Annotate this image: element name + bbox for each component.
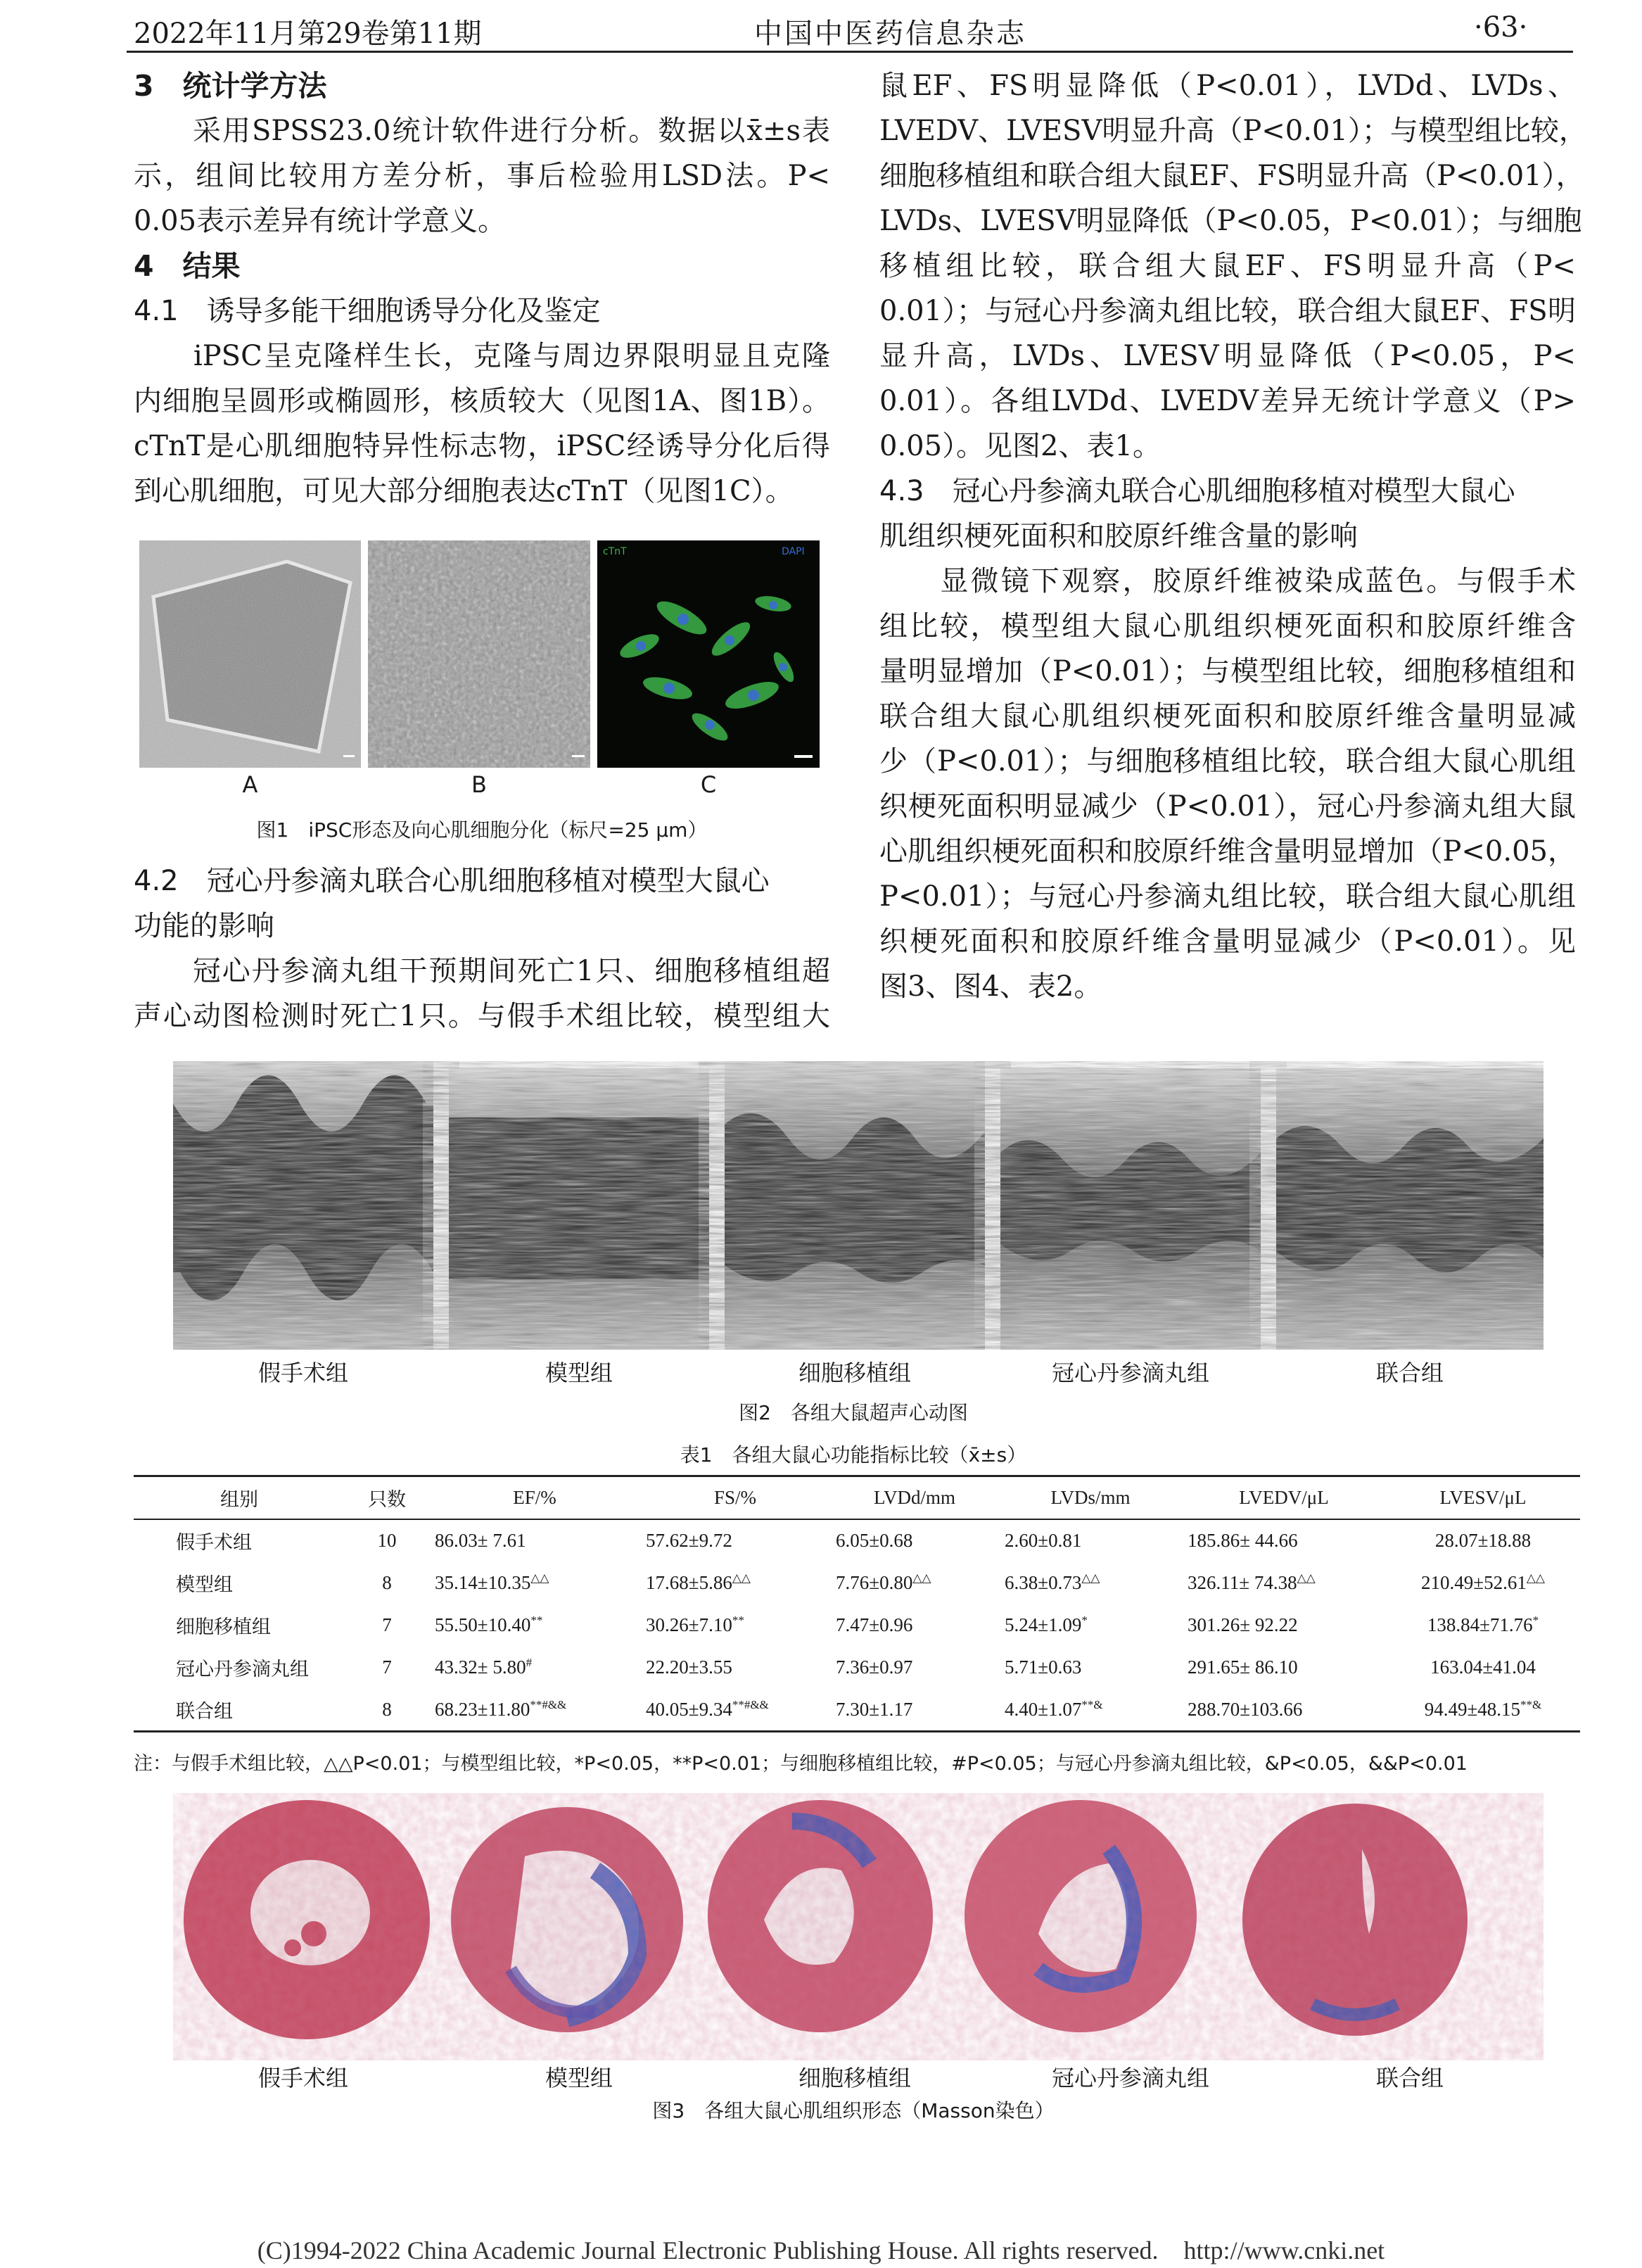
table-cell-value: 8 bbox=[382, 1571, 392, 1593]
fig1-panel-label-b: B bbox=[471, 771, 487, 798]
table1-header-cell: FS/% bbox=[640, 1477, 830, 1519]
table1 bbox=[134, 1475, 1580, 1732]
section-4-2-heading-cont: 功能的影响 bbox=[134, 910, 274, 942]
table-cell-value: 联合组 bbox=[176, 1700, 233, 1722]
table-cell-value: 7.47±0.96 bbox=[836, 1614, 913, 1635]
table-row bbox=[134, 1519, 1580, 1561]
paragraph-line: 图3、图4、表2。 bbox=[879, 970, 1102, 1003]
table-row bbox=[134, 1688, 1580, 1730]
significance-marker: **#&& bbox=[732, 1697, 769, 1711]
paragraph-line: 显微镜下观察，胶原纤维被染成蓝色。与假手术 bbox=[879, 565, 1576, 597]
table-cell-value: 22.20±3.55 bbox=[646, 1656, 732, 1678]
significance-marker: △△ bbox=[1081, 1571, 1100, 1585]
left-column-lower bbox=[134, 859, 830, 1039]
fig1-caption: 图1 iPSC形态及向心肌细胞分化（标尺=25 μm） bbox=[256, 818, 708, 842]
fig3-caption: 图3 各组大鼠心肌组织形态（Masson染色） bbox=[652, 2099, 1055, 2122]
significance-marker: **& bbox=[1081, 1697, 1103, 1711]
significance-marker: △△ bbox=[1297, 1571, 1316, 1585]
copyright-footer: (C)1994-2022 China Academic Journal Electronic Publishing House. All rights reserved. http://www.cnki.net bbox=[257, 2236, 1385, 2264]
fig1-panel-label-a: A bbox=[242, 771, 258, 798]
significance-marker: △△ bbox=[732, 1571, 751, 1585]
paragraph-line: cTnT是心肌细胞特异性标志物，iPSC经诱导分化后得 bbox=[134, 430, 830, 462]
header-issue: 2022年11月第29卷第11期 bbox=[134, 18, 482, 50]
echo-sham bbox=[173, 1061, 433, 1350]
running-header bbox=[0, 7, 1642, 55]
paragraph-line: 鼠EF、FS明显降低（P<0.01），LVDd、LVDs、 bbox=[879, 70, 1576, 102]
table-cell-fs bbox=[640, 1646, 830, 1688]
section-3-heading: 3 统计学方法 bbox=[134, 69, 327, 103]
table-cell-value: 55.50±10.40 bbox=[435, 1614, 531, 1635]
table-cell-value: 7 bbox=[382, 1614, 392, 1635]
table-cell-lvds bbox=[999, 1604, 1182, 1646]
paragraph-line: 0.05表示差异有统计学意义。 bbox=[134, 205, 507, 237]
fig2-caption: 图2 各组大鼠超声心动图 bbox=[739, 1401, 968, 1424]
paragraph-line: 量明显增加（P<0.01）；与模型组比较，细胞移植组和 bbox=[879, 655, 1576, 688]
table-cell-value: 291.65± 86.10 bbox=[1188, 1656, 1298, 1678]
table1-note: 注：与假手术组比较，△△P<0.01；与模型组比较，*P<0.05，**P<0.01；与细胞移植组比较，#P<0.05；与冠心丹参滴丸组比较，&P<0.05，&&P<0.01 bbox=[134, 1753, 1468, 1775]
table-cell-value: 210.49±52.61 bbox=[1421, 1571, 1527, 1593]
significance-marker: ** bbox=[530, 1613, 543, 1627]
table-cell-value: 7.30±1.17 bbox=[836, 1698, 913, 1720]
paragraph-line: 组比较，模型组大鼠心肌组织梗死面积和胶原纤维含 bbox=[879, 610, 1576, 642]
table-cell-value: 8 bbox=[382, 1698, 392, 1720]
table-cell-group bbox=[134, 1519, 345, 1561]
table-cell-lvesv bbox=[1386, 1561, 1580, 1604]
table-cell-fs bbox=[640, 1561, 830, 1604]
table-cell-lvedv bbox=[1182, 1519, 1386, 1561]
table-cell-lvedv bbox=[1182, 1561, 1386, 1604]
table1-header-cell: LVDd/mm bbox=[830, 1477, 999, 1519]
paragraph-line: 0.05）。见图2、表1。 bbox=[879, 430, 1161, 462]
section-4-2-heading: 4.2 冠心丹参滴丸联合心肌细胞移植对模型大鼠心 bbox=[134, 865, 770, 897]
table-cell-ef bbox=[429, 1561, 640, 1604]
header-rule bbox=[127, 51, 1573, 53]
table1-title: 表1 各组大鼠心功能指标比较（x̄±s） bbox=[680, 1443, 1027, 1466]
table-cell-value: 6.05±0.68 bbox=[836, 1530, 913, 1551]
significance-marker: △△ bbox=[1526, 1571, 1545, 1585]
table-cell-ef bbox=[429, 1688, 640, 1730]
header-page-number: ·63· bbox=[1474, 11, 1528, 44]
table1-header-cell: 组别 bbox=[134, 1477, 345, 1519]
table-cell-value: 模型组 bbox=[176, 1573, 233, 1595]
echo-combined bbox=[1276, 1068, 1544, 1350]
table-cell-lvds bbox=[999, 1646, 1182, 1688]
paragraph-line: LVDs、LVESV明显降低（P<0.05，P<0.01）；与细胞 bbox=[879, 205, 1582, 237]
significance-marker: △△ bbox=[912, 1571, 931, 1585]
table-cell-ef bbox=[429, 1604, 640, 1646]
paragraph-line: 织梗死面积明显减少（P<0.01），冠心丹参滴丸组大鼠 bbox=[879, 790, 1576, 823]
fig1-panel-a-colony-image bbox=[139, 540, 361, 768]
table-cell-n bbox=[345, 1519, 429, 1561]
section-4-3-heading-cont: 肌组织梗死面积和胶原纤维含量的影响 bbox=[879, 520, 1358, 552]
fig1-panel-label-c: C bbox=[700, 771, 717, 798]
paragraph-line: 声心动图检测时死亡1只。与假手术组比较，模型组大 bbox=[134, 1000, 830, 1032]
table-cell-lvedv bbox=[1182, 1688, 1386, 1730]
fig2-label-sham: 假手术组 bbox=[257, 1360, 348, 1386]
paragraph-line: 少（P<0.01）；与细胞移植组比较，联合组大鼠心肌组 bbox=[879, 745, 1576, 778]
table-cell-ef bbox=[429, 1519, 640, 1561]
table1-header-row bbox=[134, 1477, 1580, 1519]
paragraph-line: iPSC呈克隆样生长，克隆与周边界限明显且克隆 bbox=[134, 340, 830, 372]
paragraph-line: 内细胞呈圆形或椭圆形，核质较大（见图1A、图1B）。 bbox=[134, 385, 830, 417]
fig3-label-model: 模型组 bbox=[545, 2065, 613, 2091]
table-row bbox=[134, 1604, 1580, 1646]
significance-marker: # bbox=[526, 1655, 533, 1669]
paragraph-line: 细胞移植组和联合组大鼠EF、FS明显升高（P<0.01）， bbox=[879, 160, 1584, 192]
section-4-3-heading: 4.3 冠心丹参滴丸联合心肌细胞移植对模型大鼠心 bbox=[879, 475, 1515, 507]
table-cell-lvds bbox=[999, 1561, 1182, 1604]
paragraph-line: 移植组比较，联合组大鼠EF、FS明显升高（P< bbox=[879, 250, 1576, 282]
paragraph-line: 0.01）。各组LVDd、LVEDV差异无统计学意义（P> bbox=[879, 385, 1576, 417]
fig2-label-guanxin: 冠心丹参滴丸组 bbox=[1051, 1360, 1209, 1386]
header-journal: 中国中医药信息杂志 bbox=[754, 18, 1026, 50]
table-cell-value: 6.38±0.73 bbox=[1005, 1571, 1082, 1593]
table-cell-group bbox=[134, 1604, 345, 1646]
paragraph-line: 到心肌细胞，可见大部分细胞表达cTnT（见图1C）。 bbox=[134, 475, 794, 507]
table-cell-value: 5.71±0.63 bbox=[1005, 1656, 1082, 1678]
table-cell-value: 冠心丹参滴丸组 bbox=[176, 1658, 309, 1680]
significance-marker: ** bbox=[732, 1613, 744, 1627]
table-cell-value: 7.76±0.80 bbox=[836, 1571, 913, 1593]
table-cell-fs bbox=[640, 1688, 830, 1730]
table-cell-value: 5.24±1.09 bbox=[1005, 1614, 1082, 1635]
table-row bbox=[134, 1646, 1580, 1688]
paragraph-line: 冠心丹参滴丸组干预期间死亡1只、细胞移植组超 bbox=[134, 955, 830, 987]
significance-marker: △△ bbox=[530, 1571, 549, 1585]
table1-header-cell: 只数 bbox=[345, 1477, 429, 1519]
table-cell-lvdd bbox=[830, 1519, 999, 1561]
fig1-panel-c-immunofluorescence-image bbox=[597, 540, 820, 768]
table-cell-value: 30.26±7.10 bbox=[646, 1614, 732, 1635]
paragraph-line: P<0.01）；与冠心丹参滴丸组比较，联合组大鼠心肌组 bbox=[879, 880, 1576, 913]
paragraph-line: 联合组大鼠心肌组织梗死面积和胶原纤维含量明显减 bbox=[879, 700, 1576, 733]
table-cell-value: 138.84±71.76 bbox=[1427, 1614, 1533, 1635]
left-column bbox=[134, 63, 830, 514]
table-cell-lvdd bbox=[830, 1646, 999, 1688]
table1-header-cell: LVDs/mm bbox=[999, 1477, 1182, 1519]
fig2-label-model: 模型组 bbox=[545, 1360, 613, 1386]
fig1-panel-b-colony-detail-image bbox=[368, 540, 590, 768]
paragraph-line: 示，组间比较用方差分析，事后检验用LSD法。P< bbox=[134, 160, 830, 192]
table-row bbox=[134, 1561, 1580, 1604]
table-cell-n bbox=[345, 1604, 429, 1646]
table-cell-value: 35.14±10.35 bbox=[435, 1571, 531, 1593]
significance-marker: * bbox=[1532, 1613, 1539, 1627]
table-cell-value: 7.36±0.97 bbox=[836, 1656, 913, 1678]
significance-marker: **#&& bbox=[530, 1697, 567, 1711]
table-cell-value: 假手术组 bbox=[176, 1532, 252, 1553]
fig3-masson-panels bbox=[173, 1793, 1544, 2060]
table-cell-lvedv bbox=[1182, 1646, 1386, 1688]
fig3-label-sham: 假手术组 bbox=[257, 2065, 348, 2091]
table-cell-value: 68.23±11.80 bbox=[435, 1698, 530, 1720]
echo-cell-transplant bbox=[725, 1061, 985, 1350]
fig3-label-guanxin: 冠心丹参滴丸组 bbox=[1051, 2065, 1209, 2091]
table-cell-lvesv bbox=[1386, 1688, 1580, 1730]
fig3-label-cell-transplant: 细胞移植组 bbox=[798, 2065, 911, 2091]
fig2-label-cell-transplant: 细胞移植组 bbox=[798, 1360, 911, 1386]
table-cell-value: 10 bbox=[377, 1530, 397, 1551]
table1-header-cell: EF/% bbox=[429, 1477, 640, 1519]
significance-marker: * bbox=[1081, 1613, 1088, 1627]
table-cell-value: 57.62±9.72 bbox=[646, 1530, 732, 1551]
table-cell-fs bbox=[640, 1604, 830, 1646]
section-4-heading: 4 结果 bbox=[134, 249, 241, 283]
table-cell-value: 17.68±5.86 bbox=[646, 1571, 732, 1593]
table-cell-lvesv bbox=[1386, 1519, 1580, 1561]
table-cell-group bbox=[134, 1646, 345, 1688]
paragraph-line: 采用SPSS23.0统计软件进行分析。数据以x̄±s表 bbox=[134, 115, 830, 147]
significance-marker: **& bbox=[1520, 1697, 1542, 1711]
table-cell-lvesv bbox=[1386, 1646, 1580, 1688]
paragraph-line: 显升高，LVDs、LVESV明显降低（P<0.05，P< bbox=[879, 340, 1576, 372]
section-4-1-heading: 4.1 诱导多能干细胞诱导分化及鉴定 bbox=[134, 295, 601, 327]
table-cell-value: 86.03± 7.61 bbox=[435, 1530, 526, 1551]
paragraph-line: 心肌组织梗死面积和胶原纤维含量明显增加（P<0.05， bbox=[879, 835, 1576, 868]
table-cell-fs bbox=[640, 1519, 830, 1561]
fig2-label-combined: 联合组 bbox=[1375, 1360, 1444, 1386]
table-cell-group bbox=[134, 1688, 345, 1730]
table-cell-value: 94.49±48.15 bbox=[1424, 1698, 1521, 1720]
table-cell-lvdd bbox=[830, 1688, 999, 1730]
table1-header-cell: LVESV/μL bbox=[1386, 1477, 1580, 1519]
table1-header-cell: LVEDV/μL bbox=[1182, 1477, 1386, 1519]
table-cell-value: 40.05±9.34 bbox=[646, 1698, 732, 1720]
table-cell-n bbox=[345, 1561, 429, 1604]
table-cell-value: 43.32± 5.80 bbox=[435, 1656, 526, 1678]
table-cell-lvds bbox=[999, 1519, 1182, 1561]
table-cell-lvedv bbox=[1182, 1604, 1386, 1646]
table-cell-value: 301.26± 92.22 bbox=[1188, 1614, 1298, 1635]
paragraph-line: LVEDV、LVESV明显升高（P<0.01）；与模型组比较， bbox=[879, 115, 1587, 147]
table-cell-value: 288.70±103.66 bbox=[1188, 1698, 1303, 1720]
table-cell-lvdd bbox=[830, 1604, 999, 1646]
table-cell-lvds bbox=[999, 1688, 1182, 1730]
right-column bbox=[879, 63, 1587, 1009]
table-cell-group bbox=[134, 1561, 345, 1604]
fig1-inset-ctnt-label: cTnT bbox=[603, 546, 627, 557]
table-cell-value: 细胞移植组 bbox=[176, 1616, 271, 1637]
table-cell-value: 2.60±0.81 bbox=[1005, 1530, 1082, 1551]
table-cell-value: 326.11± 74.38 bbox=[1188, 1571, 1297, 1593]
fig1-inset-dapi-label: DAPI bbox=[782, 546, 805, 557]
table-cell-value: 185.86± 44.66 bbox=[1188, 1530, 1298, 1551]
table-cell-value: 4.40±1.07 bbox=[1005, 1698, 1082, 1720]
table-cell-n bbox=[345, 1646, 429, 1688]
echo-model bbox=[449, 1068, 709, 1350]
fig3-label-combined: 联合组 bbox=[1375, 2065, 1444, 2091]
table-cell-value: 163.04±41.04 bbox=[1430, 1656, 1536, 1678]
table-cell-lvesv bbox=[1386, 1604, 1580, 1646]
fig2-echo-panels bbox=[173, 1061, 1544, 1350]
table-cell-lvdd bbox=[830, 1561, 999, 1604]
table-cell-ef bbox=[429, 1646, 640, 1688]
echo-guanxin-danshen bbox=[1000, 1068, 1261, 1350]
paragraph-line: 织梗死面积和胶原纤维含量明显减少（P<0.01）。见 bbox=[879, 925, 1576, 958]
table-cell-value: 28.07±18.88 bbox=[1434, 1530, 1532, 1551]
table-cell-n bbox=[345, 1688, 429, 1730]
table-cell-value: 7 bbox=[382, 1656, 392, 1678]
paragraph-line: 0.01）；与冠心丹参滴丸组比较，联合组大鼠EF、FS明 bbox=[879, 295, 1576, 327]
